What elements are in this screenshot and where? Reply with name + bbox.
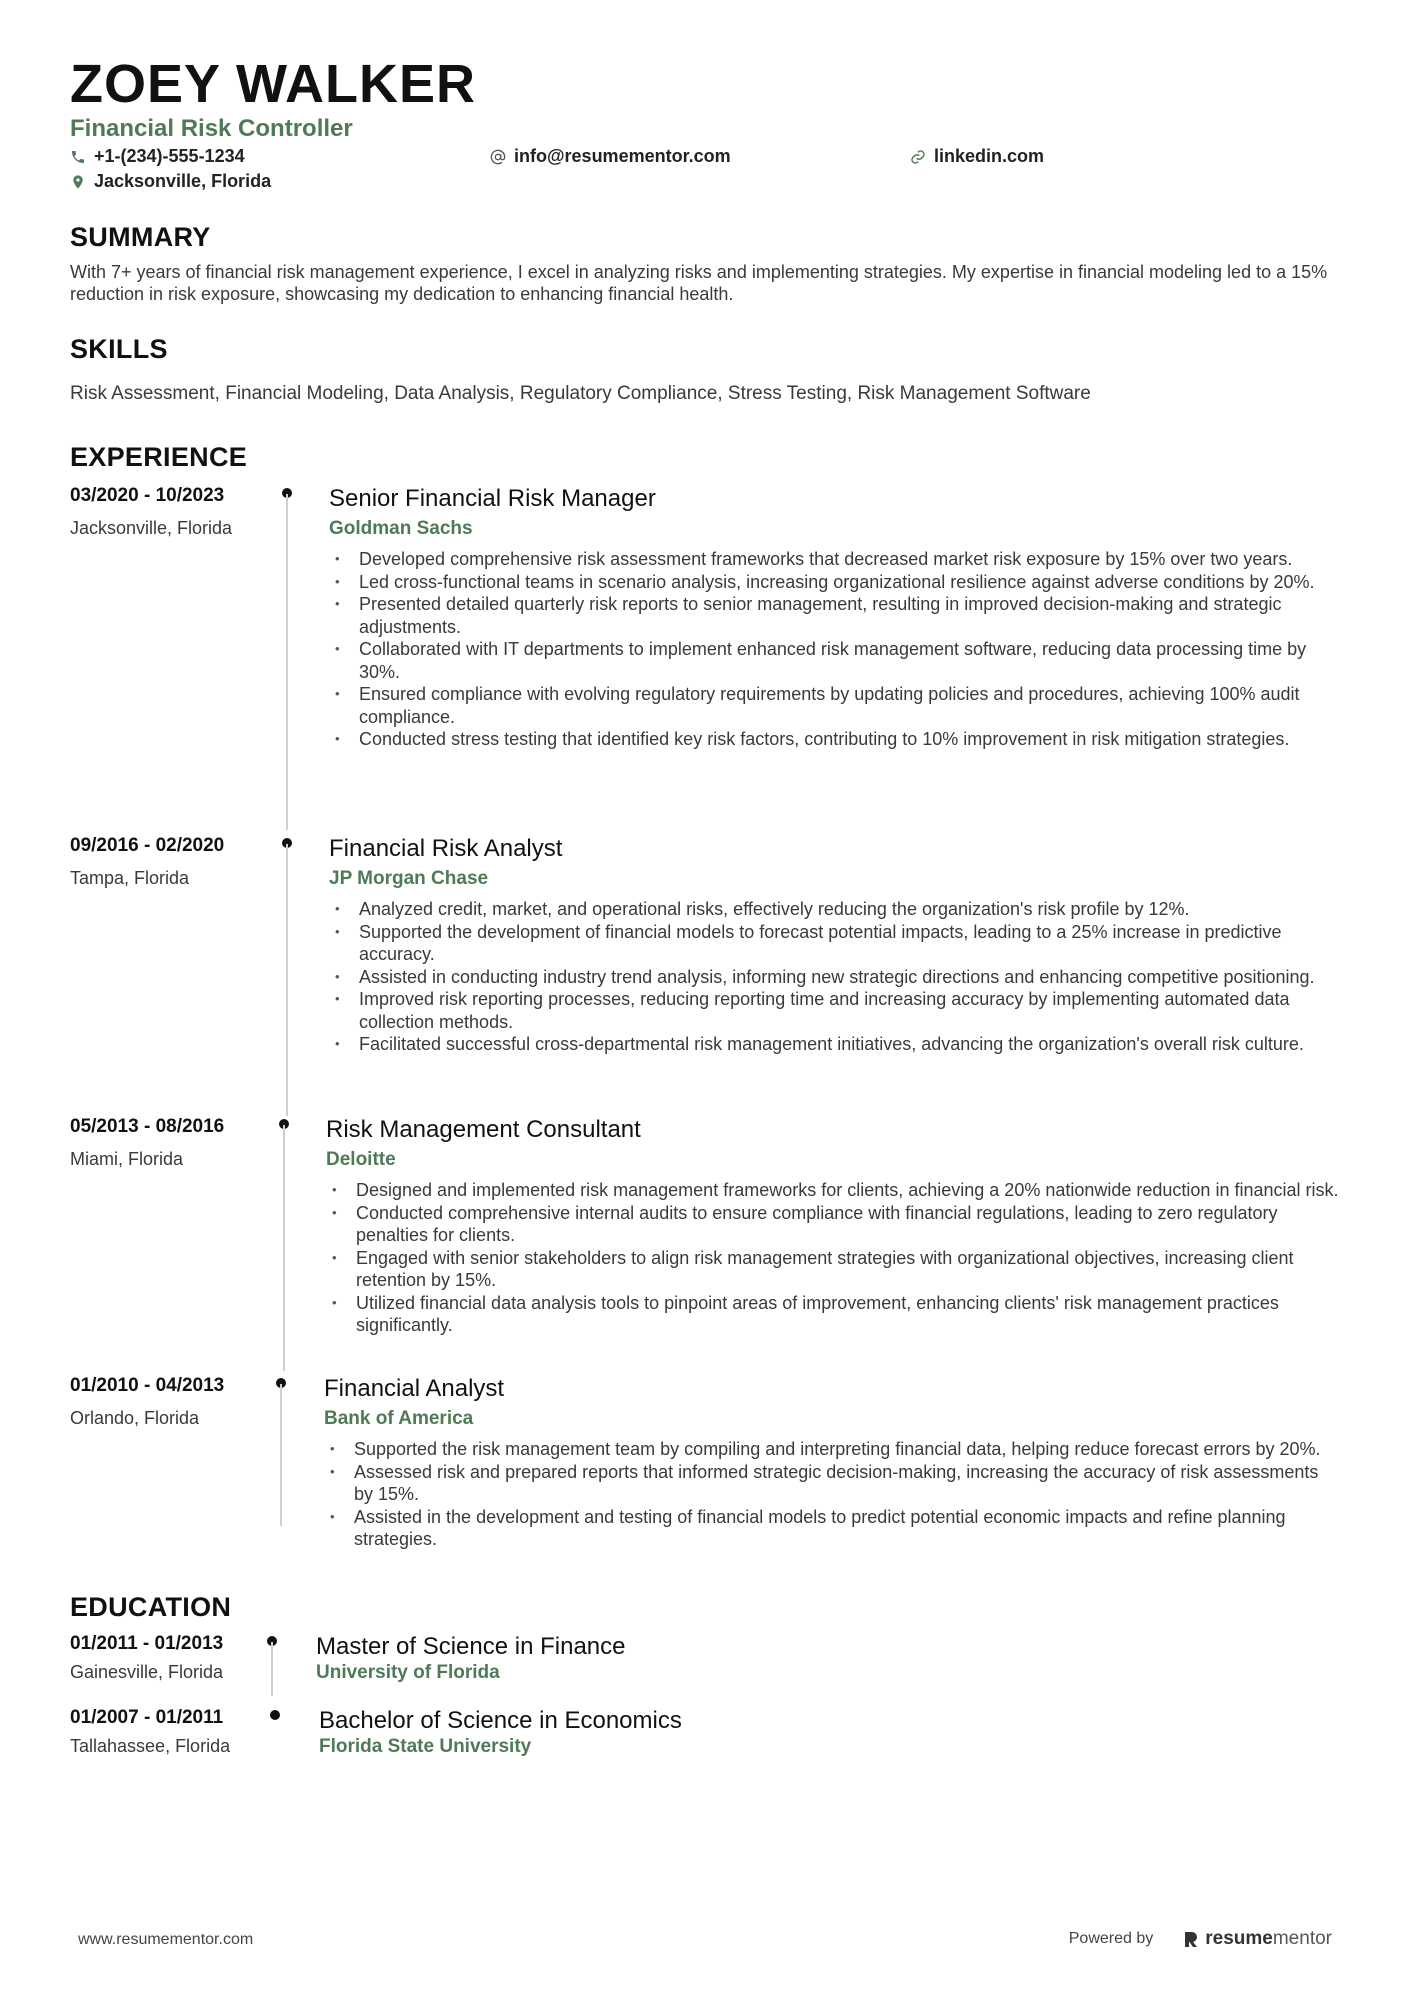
job-dates: 03/2020 - 10/2023 [70, 485, 225, 506]
edu-dates: 01/2007 - 01/2011 [70, 1707, 224, 1728]
degree-name: Master of Science in Finance [316, 1633, 626, 1660]
summary-section [70, 222, 1340, 305]
brand-name-part2: mentor [1272, 1928, 1332, 1949]
job-title: Financial Risk Controller [70, 115, 353, 142]
email-contact[interactable] [490, 146, 731, 167]
bullet-item: • Supported the development of financial models to forecast potential impacts, leading to a 25% increase in predictive accuracy. [329, 921, 1339, 966]
timeline-rail [283, 1125, 285, 1371]
edu-location: Gainesville, Florida [70, 1662, 224, 1682]
job-bullets [326, 1179, 1339, 1337]
skills-heading: SKILLS [70, 334, 168, 364]
timeline-rail [280, 1384, 282, 1526]
job-role: Financial Risk Analyst [329, 835, 563, 862]
job-dates: 05/2013 - 08/2016 [70, 1116, 225, 1137]
contact-info [70, 146, 1345, 198]
resumementor-logo-icon [1183, 1930, 1199, 1948]
job-dates: 09/2016 - 02/2020 [70, 835, 225, 856]
location-contact [70, 171, 271, 192]
bullet-item: • Developed comprehensive risk assessment frameworks that decreased market risk exposure by 15% over two years. [329, 548, 1339, 571]
powered-by-label: Powered by [1068, 1930, 1154, 1947]
bullet-item: • Improved risk reporting processes, reducing reporting time and increasing accuracy by implementing automated data collection methods. [329, 988, 1339, 1033]
entry-meta [70, 1374, 270, 1429]
bullet-item: • Engaged with senior stakeholders to align risk management strategies with organizational objectives, increasing client retention by 15%. [326, 1247, 1339, 1292]
summary-text: With 7+ years of financial risk management experience, I excel in analyzing risks and implementing strategies. My expertise in financial modeling led to a 15% reduction in risk exposure, showcasing my dedication to enhancing financial health. [70, 262, 1328, 304]
bullet-item: • Assisted in conducting industry trend analysis, informing new strategic directions and enhancing competitive positioning. [329, 966, 1339, 989]
phone-contact [70, 146, 245, 167]
bullet-item: • Conducted comprehensive internal audits to ensure compliance with financial regulations, leading to zero regulatory penalties for clients. [326, 1202, 1339, 1247]
timeline-rail [271, 1642, 273, 1696]
job-bullets [324, 1438, 1339, 1551]
entry-meta [70, 834, 270, 889]
phone-number: +1-(234)-555-1234 [94, 146, 245, 166]
job-bullets [329, 548, 1339, 751]
bullet-item: • Conducted stress testing that identified key risk factors, contributing to 10% improvement in risk mitigation strategies. [329, 728, 1339, 751]
bullet-item: • Ensured compliance with evolving regulatory requirements by updating policies and procedures, achieving 100% audit compliance. [329, 683, 1339, 728]
summary-heading: SUMMARY [70, 222, 211, 252]
job-details [329, 484, 1339, 751]
bullet-item: • Led cross-functional teams in scenario analysis, increasing organizational resilience against adverse conditions by 20%. [329, 571, 1339, 594]
entry-meta [70, 1706, 270, 1757]
bullet-item: • Facilitated successful cross-departmental risk management initiatives, advancing the organization's overall risk culture. [329, 1033, 1339, 1056]
linkedin-contact[interactable] [910, 146, 1044, 167]
entry-meta [70, 1115, 270, 1170]
footer-website[interactable]: www.resumementor.com [78, 1931, 254, 1948]
company-name: JP Morgan Chase [329, 868, 489, 889]
school-name: University of Florida [316, 1662, 500, 1683]
job-details [324, 1374, 1339, 1551]
job-role: Senior Financial Risk Manager [329, 485, 656, 512]
job-details [329, 834, 1339, 1056]
brand-logo[interactable] [1183, 1928, 1332, 1950]
experience-section [70, 442, 1345, 1549]
map-pin-icon [70, 174, 86, 190]
school-name: Florida State University [319, 1736, 532, 1757]
bullet-item: • Assisted in the development and testing of financial models to predict potential economic impacts and refine planning strategies. [324, 1506, 1339, 1551]
linkedin-link[interactable]: linkedin.com [934, 146, 1045, 166]
timeline-rail [286, 844, 288, 1116]
resume-page [70, 52, 1345, 1757]
footer-branding [1069, 1928, 1332, 1950]
phone-icon [70, 149, 86, 165]
timeline-dot [270, 1710, 280, 1720]
job-location: Tampa, Florida [70, 868, 190, 888]
bullet-item: • Analyzed credit, market, and operational risks, effectively reducing the organization's risk profile by 12%. [329, 898, 1339, 921]
job-role: Risk Management Consultant [326, 1116, 641, 1143]
edu-location: Tallahassee, Florida [70, 1736, 231, 1756]
entry-meta [70, 1632, 270, 1683]
bullet-item: • Utilized financial data analysis tools to pinpoint areas of improvement, enhancing clients' risk management practices significantly. [326, 1292, 1339, 1337]
skills-section [70, 334, 1091, 405]
education-section [70, 1592, 1345, 1757]
timeline-rail [286, 494, 288, 830]
bullet-item: • Designed and implemented risk management frameworks for clients, achieving a 20% nationwide reduction in financial risk. [326, 1179, 1339, 1202]
email-address[interactable]: info@resumementor.com [514, 146, 731, 166]
bullet-item: • Assessed risk and prepared reports that informed strategic decision-making, increasing the accuracy of risk assessments by 15%. [324, 1461, 1339, 1506]
job-location: Miami, Florida [70, 1149, 184, 1169]
entry-meta [70, 484, 270, 539]
job-location: Orlando, Florida [70, 1408, 200, 1428]
location-text: Jacksonville, Florida [94, 171, 272, 191]
skills-list: Risk Assessment, Financial Modeling, Data Analysis, Regulatory Compliance, Stress Testing, Risk Management Software [70, 383, 1091, 404]
job-details [326, 1115, 1339, 1337]
job-dates: 01/2010 - 04/2013 [70, 1375, 225, 1396]
bullet-item: • Collaborated with IT departments to implement enhanced risk management software, reducing data processing time by 30%. [329, 638, 1339, 683]
brand-name-part1: resume [1205, 1928, 1273, 1949]
edu-dates: 01/2011 - 01/2013 [70, 1633, 224, 1654]
education-heading: EDUCATION [70, 1592, 232, 1622]
experience-heading: EXPERIENCE [70, 442, 248, 472]
at-sign-icon [490, 149, 506, 165]
company-name: Bank of America [324, 1408, 474, 1429]
edu-details [316, 1632, 1336, 1684]
link-icon [910, 149, 926, 165]
company-name: Deloitte [326, 1149, 396, 1170]
edu-details [319, 1706, 1339, 1758]
degree-name: Bachelor of Science in Economics [319, 1707, 682, 1734]
bullet-item: • Supported the risk management team by compiling and interpreting financial data, helping reduce forecast errors by 20%. [324, 1438, 1339, 1461]
job-bullets [329, 898, 1339, 1056]
job-location: Jacksonville, Florida [70, 518, 233, 538]
candidate-name: ZOEY WALKER [70, 54, 477, 114]
bullet-item: • Presented detailed quarterly risk reports to senior management, resulting in improved decision-making and strategic adjustments. [329, 593, 1339, 638]
company-name: Goldman Sachs [329, 518, 473, 539]
job-role: Financial Analyst [324, 1375, 505, 1402]
